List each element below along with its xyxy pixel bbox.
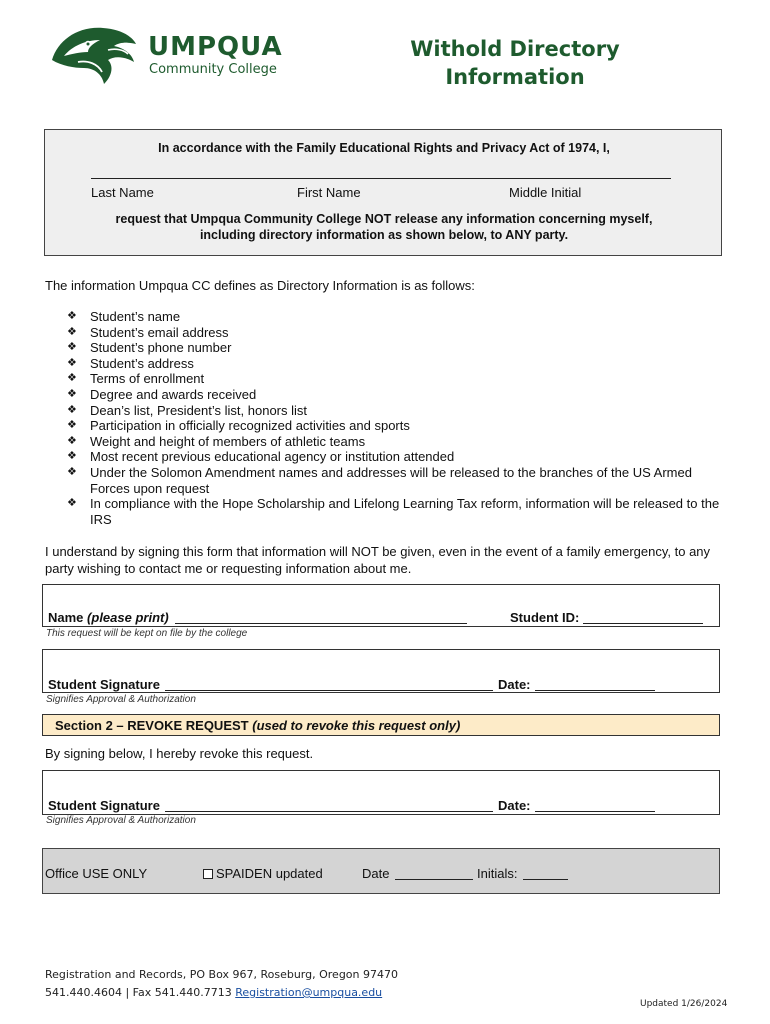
first-name-label: First Name [297, 185, 361, 200]
revoke-text: By signing below, I hereby revoke this request. [45, 746, 314, 761]
name-input-line[interactable] [175, 623, 467, 624]
directory-list [45, 309, 725, 527]
diamond-bullet-icon: ❖ [67, 419, 77, 432]
office-use-box [42, 848, 720, 894]
diamond-bullet-icon: ❖ [67, 325, 77, 338]
list-item: ❖ Student’s address [67, 355, 194, 371]
office-date-line[interactable] [395, 879, 473, 880]
office-use-label: Office USE ONLY [45, 866, 148, 881]
kept-on-file-note: This request will be kept on file by the college [46, 628, 248, 639]
student-id-input-line[interactable] [583, 623, 703, 624]
date-label: Date: [498, 677, 531, 692]
list-item: ❖ Weight and height of members of athletic teams [67, 433, 366, 449]
intro-box [44, 129, 722, 256]
initials-label: Initials: [477, 866, 518, 881]
diamond-bullet-icon: ❖ [67, 387, 77, 400]
name-entry-line[interactable] [91, 178, 671, 179]
title-line-2: Information [445, 65, 585, 89]
student-signature-label: Student Signature [48, 677, 160, 692]
page-title [380, 35, 650, 91]
name-box [42, 584, 720, 627]
date-input-line[interactable] [535, 690, 655, 691]
footer-contact [45, 986, 382, 999]
list-item: ❖ In compliance with the Hope Scholarship and Lifelong Learning Tax reform, information will be released to the IRS [67, 496, 720, 527]
logo-subtitle: Community College [149, 62, 277, 77]
diamond-bullet-icon: ❖ [67, 497, 77, 510]
section-2-header [42, 714, 720, 736]
diamond-bullet-icon: ❖ [67, 372, 77, 385]
name-label: Name (please print) [48, 610, 169, 625]
list-item: ❖ Participation in officially recognized activities and sports [67, 418, 410, 434]
footer-phone: 541.440.4604 | Fax 541.440.7713 [45, 986, 232, 999]
diamond-bullet-icon: ❖ [67, 465, 77, 478]
request-line-1: request that Umpqua Community College NOT release any information concerning myself, [115, 212, 653, 226]
ferpa-statement: In accordance with the Family Educational Rights and Privacy Act of 1974, I, [158, 141, 610, 155]
list-item: ❖ Student’s name [67, 309, 181, 324]
last-name-label: Last Name [91, 185, 154, 200]
office-date-label: Date [362, 866, 390, 881]
spaiden-label: SPAIDEN updated [216, 866, 323, 881]
student-id-label: Student ID: [510, 610, 580, 625]
list-item: ❖ Student’s phone number [67, 340, 232, 356]
initials-line[interactable] [523, 879, 568, 880]
signature-input-line[interactable] [165, 690, 493, 691]
middle-initial-label: Middle Initial [509, 185, 582, 200]
signature-box-2 [42, 770, 720, 815]
list-item: ❖ Degree and awards received [67, 386, 257, 402]
directory-lead: The information Umpqua CC defines as Directory Information is as follows: [45, 278, 475, 293]
diamond-bullet-icon: ❖ [67, 356, 77, 369]
understand-paragraph: I understand by signing this form that information will NOT be given, even in the event of a family emergency, to any party wishing to contact me or requesting information about me. [45, 544, 711, 576]
student-signature-label: Student Signature [48, 798, 160, 813]
list-item: ❖ Most recent previous educational agency or institution attended [67, 449, 455, 465]
eagle-logo-icon [48, 22, 140, 88]
list-item: ❖ Under the Solomon Amendment names and addresses will be released to the branches of the US Armed Forces upon request [67, 464, 692, 496]
section-2-heading: Section 2 – REVOKE REQUEST (used to revoke this request only) [55, 718, 461, 733]
name-hint: (please print) [87, 610, 169, 625]
section-2-hint: (used to revoke this request only) [252, 718, 461, 733]
diamond-bullet-icon: ❖ [67, 403, 77, 416]
signature-input-line[interactable] [165, 811, 493, 812]
checkbox-icon[interactable] [203, 869, 213, 879]
list-item: ❖ Dean’s list, President’s list, honors list [67, 402, 308, 418]
diamond-bullet-icon: ❖ [67, 310, 77, 322]
spaiden-checkbox[interactable] [203, 866, 323, 881]
approval-note-2: Signifies Approval & Authorization [46, 815, 196, 826]
diamond-bullet-icon: ❖ [67, 450, 77, 463]
date-label: Date: [498, 798, 531, 813]
diamond-bullet-icon: ❖ [67, 341, 77, 354]
college-logo [48, 22, 283, 88]
logo-name: UMPQUA [148, 32, 283, 62]
title-line-1: Withold Directory [410, 37, 620, 61]
request-line-2: including directory information as shown below, to ANY party. [199, 228, 569, 242]
signature-box-1 [42, 649, 720, 693]
list-item: ❖ Student’s email address [67, 324, 229, 340]
approval-note-1: Signifies Approval & Authorization [46, 694, 196, 705]
list-item: ❖ Terms of enrollment [67, 371, 205, 387]
diamond-bullet-icon: ❖ [67, 434, 77, 447]
registration-email-link[interactable]: Registration@umpqua.edu [235, 986, 383, 999]
footer-address: Registration and Records, PO Box 967, Roseburg, Oregon 97470 [45, 968, 398, 981]
date-input-line[interactable] [535, 811, 655, 812]
updated-date: Updated 1/26/2024 [640, 999, 728, 1009]
